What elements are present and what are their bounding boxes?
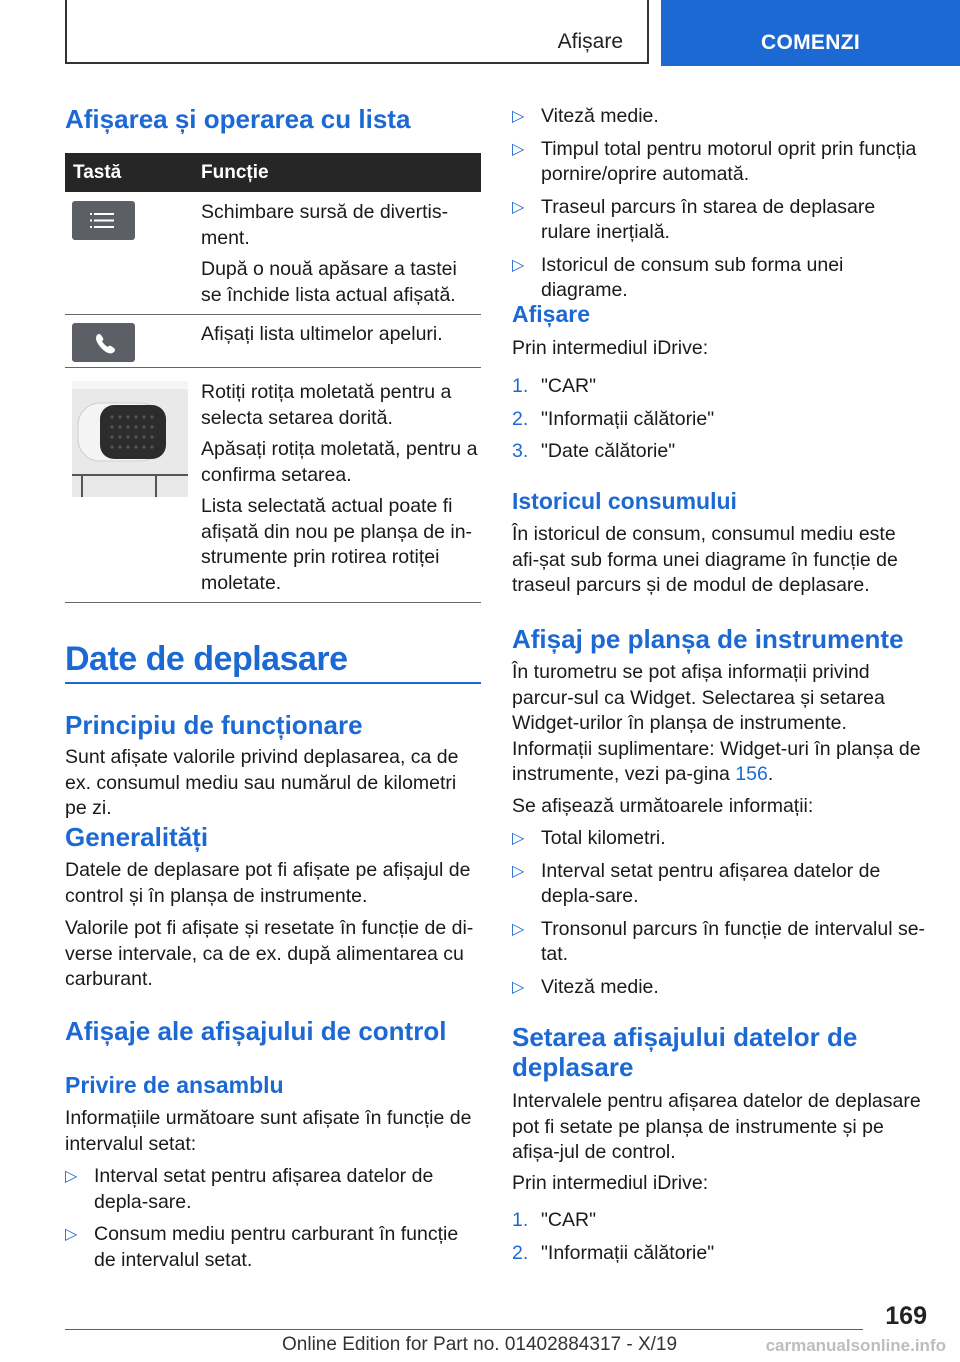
phone-icon xyxy=(72,323,135,362)
settings-intro: Prin intermediul iDrive: xyxy=(512,1172,709,1194)
list-item: ▷ Tronsonul parcurs în funcție de intervalul se-tat. xyxy=(512,917,926,965)
cluster-info: Se afișează următoarele informații: xyxy=(512,795,814,817)
cluster-text: În turometru se pot afișa informații privind parcur-sul ca Widget. Selectarea și setarea Widget-urilor în planșa de instrumente. Informații suplimentare: Widget-uri în planșa de instrumente, vezi pa-gina 156. xyxy=(512,661,921,785)
list-item: 2. "Informații călătorie" xyxy=(512,1241,715,1264)
triangle-bullet-icon: ▷ xyxy=(512,830,525,847)
list-item: 3. "Date călătorie" xyxy=(512,440,676,462)
list-item: 1. "CAR" xyxy=(512,375,597,397)
history-heading: Istoricul consumului xyxy=(512,488,737,514)
list-item: 1. "CAR" xyxy=(512,1209,597,1231)
header-chapter-tab: COMENZI xyxy=(661,0,960,66)
triangle-bullet-icon: ▷ xyxy=(512,198,525,216)
general-text: Valorile pot fi afișate și resetate în funcție de di-verse intervale, ca de ex. după alimentarea cu carburant. xyxy=(65,917,474,990)
overview-heading: Privire de ansamblu xyxy=(65,1072,284,1098)
settings-text: Intervalele pentru afișarea datelor de deplasare pot fi setate pe planșa de instrumente și pe afișa-jul de control. xyxy=(512,1090,921,1163)
settings-heading: Setarea afișajului datelor de deplasare xyxy=(512,1022,858,1082)
table-cell-text: Lista selectată actual poate fi afișată din nou pe planșa de in-strumente prin rotirea rotiței moletate. xyxy=(201,495,473,594)
table-row xyxy=(65,314,481,368)
table-col-function: Funcție xyxy=(201,162,269,183)
triangle-bullet-icon: ▷ xyxy=(512,862,525,880)
list-item: ▷ Istoricul de consum sub forma unei diagrame. xyxy=(512,253,844,301)
main-heading: Date de deplasare xyxy=(65,640,348,678)
history-text: În istoricul de consum, consumul mediu este afi-șat sub forma unei diagrame în funcție de traseul parcurs și de modul de deplasare. xyxy=(512,523,898,596)
list-item: ▷ Traseul parcurs în starea de deplasare rulare inerțială. xyxy=(512,195,876,243)
triangle-bullet-icon: ▷ xyxy=(512,978,525,996)
triangle-bullet-icon: ▷ xyxy=(512,140,525,158)
header-section-title: Afișare xyxy=(557,30,623,53)
triangle-bullet-icon: ▷ xyxy=(65,1226,78,1243)
list-item: ▷ Interval setat pentru afișarea datelor de depla-sare. xyxy=(65,1165,434,1213)
table-cell-text: Rotiți rotița moletată pentru a selecta setarea dorită. xyxy=(201,381,452,429)
list-item: ▷ Total kilometri. xyxy=(512,826,928,852)
list-item: 2. "Informații călătorie" xyxy=(512,407,715,430)
table-col-key: Tastă xyxy=(73,162,122,183)
triangle-bullet-icon: ▷ xyxy=(512,920,525,938)
list-item: ▷ Viteză medie. xyxy=(512,975,928,1001)
heading-rule xyxy=(65,682,481,684)
general-text: Datele de deplasare pot fi afișate pe afișajul de control și în planșa de instrumente. xyxy=(65,859,471,907)
display-steps xyxy=(512,374,928,472)
triangle-bullet-icon: ▷ xyxy=(512,256,525,274)
list-item: ▷ Interval setat pentru afișarea datelor de depla-sare. xyxy=(512,859,881,907)
table-header xyxy=(65,153,481,192)
cluster-heading: Afișaj pe planșa de instrumente xyxy=(512,624,904,654)
display-intro: Prin intermediul iDrive: xyxy=(512,337,709,359)
header-section-box xyxy=(65,0,649,64)
page-link[interactable]: 156 xyxy=(735,763,768,785)
display-heading: Afișare xyxy=(512,301,590,327)
table-cell-text: După o nouă apăsare a tastei se închide lista actual afișată. xyxy=(201,258,457,306)
overview-list xyxy=(65,1164,481,1280)
data-list xyxy=(512,104,928,311)
watermark: carmanualsonline.info xyxy=(765,1336,946,1355)
table-row xyxy=(65,192,481,315)
control-display-heading: Afișaje ale afișajului de control xyxy=(65,1016,447,1046)
list-item: ▷ Viteză medie. xyxy=(512,104,928,130)
settings-steps xyxy=(512,1208,928,1273)
page-number: 169 xyxy=(885,1302,927,1330)
thumbwheel-image xyxy=(72,381,188,497)
footer-edition: Online Edition for Part no. 01402884317 - X/19 xyxy=(282,1334,678,1355)
general-heading: Generalități xyxy=(65,822,209,852)
table-row xyxy=(65,367,481,603)
triangle-bullet-icon: ▷ xyxy=(65,1168,78,1185)
list-item: ▷ Timpul total pentru motorul oprit prin funcția pornire/oprire automată. xyxy=(512,137,917,185)
table-cell-text: Schimbare sursă de divertis-ment. xyxy=(201,201,449,249)
triangle-bullet-icon: ▷ xyxy=(512,108,525,125)
list-heading: Afișarea și operarea cu lista xyxy=(65,104,411,134)
table-cell-text: Afișați lista ultimelor apeluri. xyxy=(201,323,443,345)
list-item: ▷ Consum mediu pentru carburant în funcție de intervalul setat. xyxy=(65,1223,459,1271)
page-header xyxy=(0,0,960,66)
principle-text: Sunt afișate valorile privind deplasarea, ca de ex. consumul mediu sau numărul de kilometri pe zi. xyxy=(65,746,459,819)
table-cell-text: Apăsați rotița moletată, pentru a confirma setarea. xyxy=(201,438,478,486)
footer-rule xyxy=(65,1329,863,1330)
list-icon xyxy=(72,201,135,240)
overview-text: Informațiile următoare sunt afișate în funcție de intervalul setat: xyxy=(65,1107,472,1155)
principle-heading: Principiu de funcționare xyxy=(65,710,363,740)
cluster-list xyxy=(512,826,928,1007)
